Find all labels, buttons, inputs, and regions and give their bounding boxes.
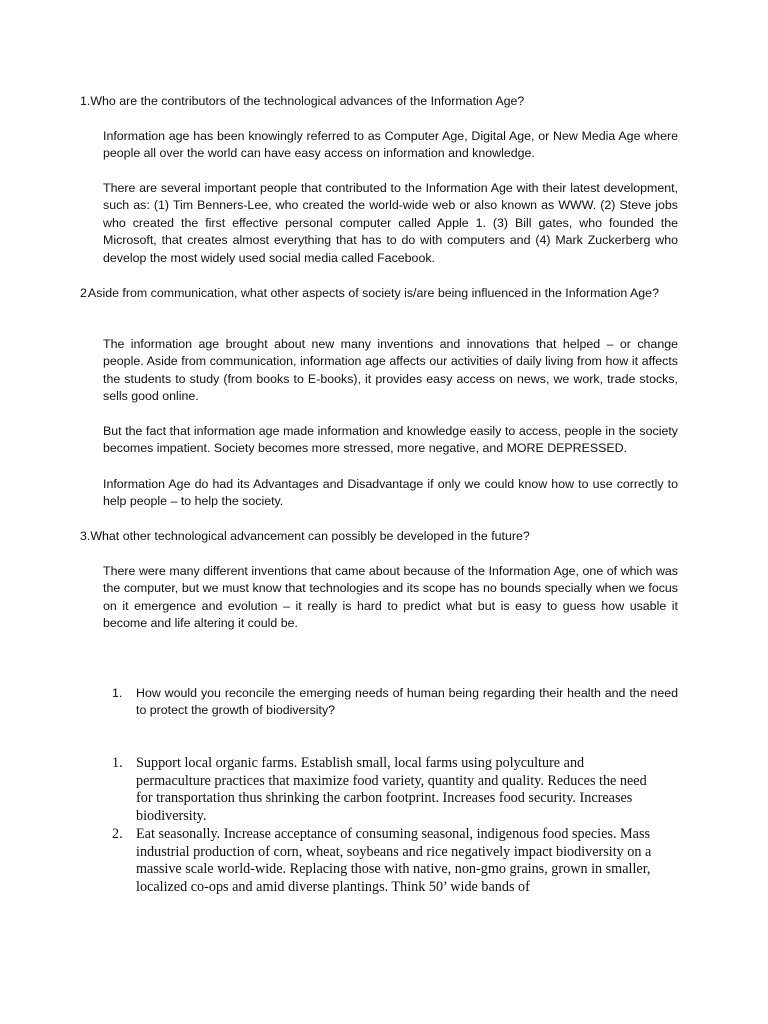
question-4-text: How would you reconcile the emerging needs of human being regarding their health and the need to protect the growth of biodiversity?	[136, 686, 678, 718]
answer-2-paragraph-1	[103, 336, 678, 406]
answer-2-paragraph-3	[103, 476, 678, 511]
question-4	[112, 685, 678, 720]
answer-list-item-2-text: Eat seasonally. Increase acceptance of consuming seasonal, indigenous food species. Mass industrial production of corn, wheat, soybeans and rice negatively impact biodiversity on a massive scale world-wide. Replacing those with native, non-gmo grains, grown in smaller, localized co-ops and amid diverse plantings. Think 50’ wide bands of	[136, 826, 652, 895]
answer-2-text-1: The information age brought about new many inventions and innovations that helped – or change people. Aside from communication, information age affects our activities of daily living from how it affects the students to study (from books to E-books), it provides easy access on news, we work, trade stocks, sells good online.	[103, 337, 678, 404]
answer-3-paragraph-1	[103, 563, 678, 633]
answer-1-text-2: There are several important people that contributed to the Information Age with their latest development, such as: (1) Tim Benners-Lee, who created the world-wide web or also known as WWW. (2) Steve jobs who created the first effective personal computer called Apple 1. (3) Bill gates, who founded the Microsoft, that creates almost everything that has to do with computers and (4) Mark Zuckerberg who develop the most widely used social media called Facebook.	[103, 181, 678, 265]
answer-list-item-1	[112, 755, 652, 825]
answer-list-item-1-number: 1.	[112, 755, 123, 771]
answer-1-paragraph-2	[103, 180, 678, 267]
question-1: 1.Who are the contributors of the technological advances of the Information Age?	[80, 94, 525, 108]
answer-list-item-1-text: Support local organic farms. Establish small, local farms using polyculture and permaculture practices that maximize food variety, quantity and quality. Reduces the need for transportation thus shrinking the carbon footprint. Increases food security. Increases biodiversity.	[136, 755, 647, 824]
question-2-number: 2.	[80, 286, 91, 300]
answer-list-item-2-number: 2.	[112, 826, 123, 842]
question-2-text: Aside from communication, what other aspects of society is/are being influenced in the Information Age?	[88, 286, 659, 300]
answer-1-text-1: Information age has been knowingly referred to as Computer Age, Digital Age, or New Media Age where people all over the world can have easy access on information and knowledge.	[103, 129, 678, 161]
answer-1-paragraph-1	[103, 128, 678, 163]
answer-3-text-1: There were many different inventions that came about because of the Information Age, one of which was the computer, but we must know that technologies and its scope has no bounds specially when we focus on it emergence and evolution – it really is hard to predict what but is easy to guess how usable it become and life altering it could be.	[103, 564, 678, 631]
answer-2-text-3: Information Age do had its Advantages and Disadvantage if only we could know how to use correctly to help people – to help the society.	[103, 477, 678, 509]
answer-2-text-2: But the fact that information age made information and knowledge easily to access, people in the society becomes impatient. Society becomes more stressed, more negative, and MORE DEPRESSED.	[103, 424, 678, 456]
question-2	[80, 285, 678, 302]
answer-2-paragraph-2	[103, 423, 678, 458]
question-3: 3.What other technological advancement can possibly be developed in the future?	[80, 529, 530, 543]
question-4-number: 1.	[112, 686, 123, 700]
answer-list-item-2	[112, 826, 652, 896]
